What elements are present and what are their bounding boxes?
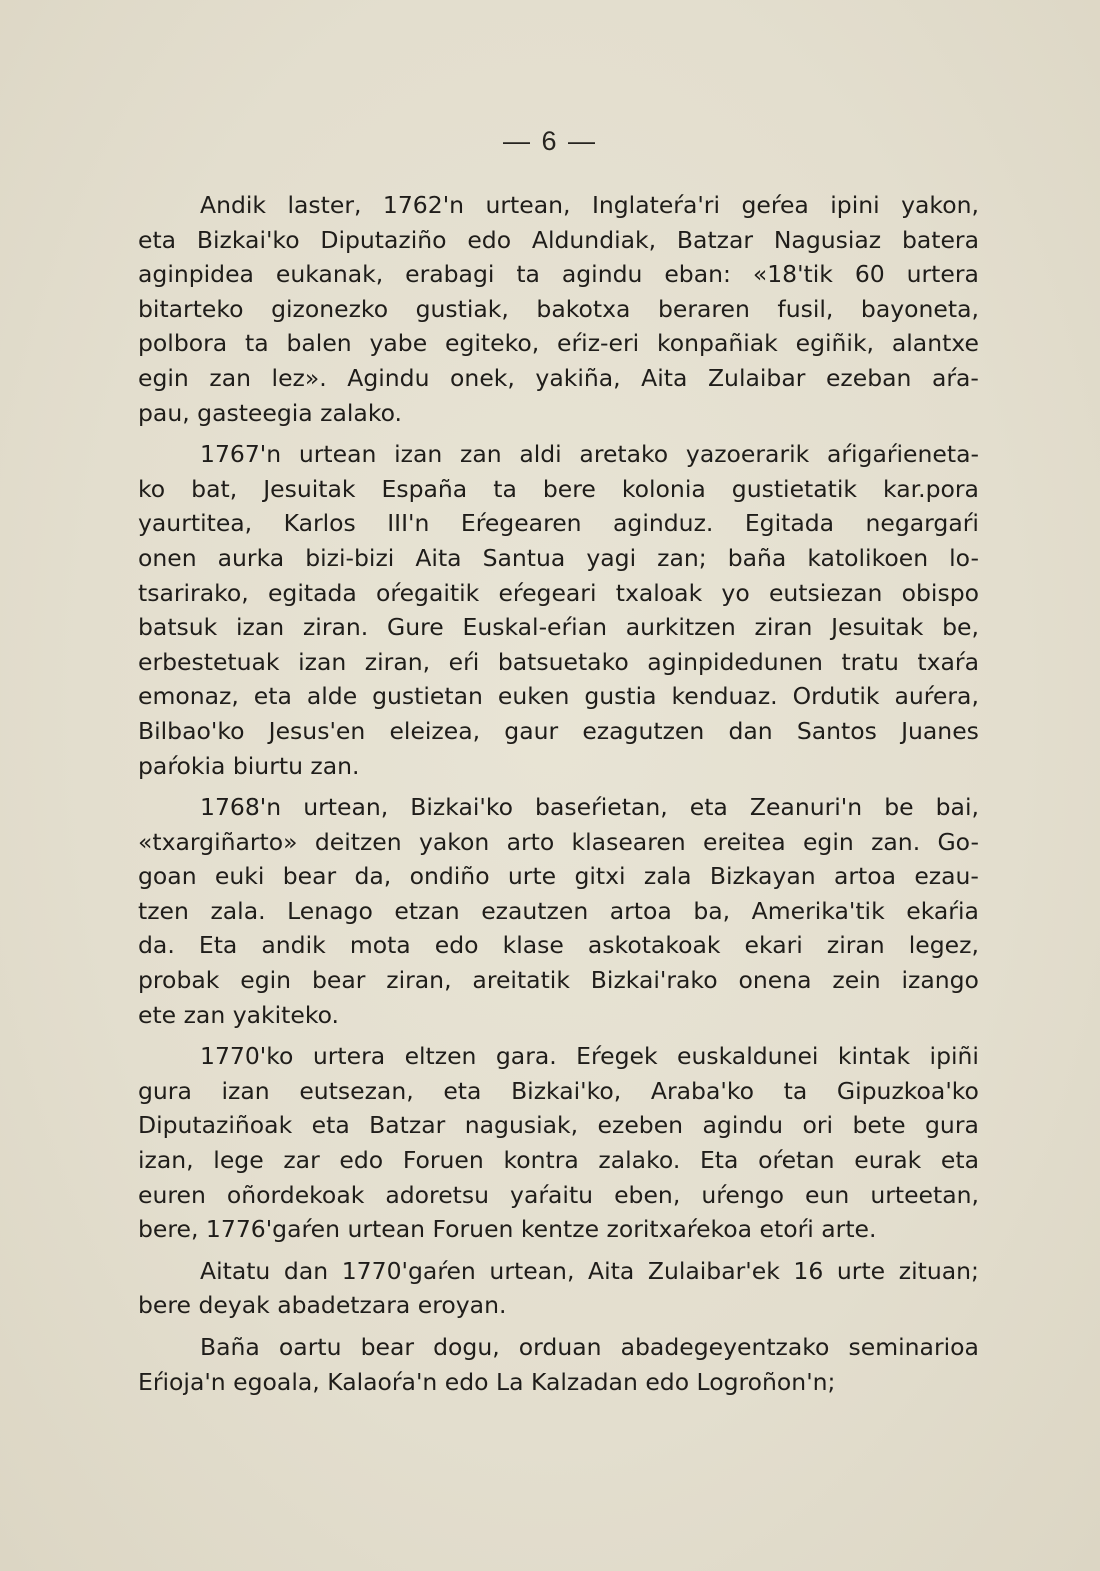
word: 16 <box>793 1256 824 1285</box>
word: eta <box>940 1146 979 1175</box>
word: eban: <box>664 260 731 289</box>
word: aurka <box>217 543 285 572</box>
word: kontra <box>503 1146 579 1175</box>
word: «18'tik <box>752 260 833 289</box>
word: aŕigaŕieneta- <box>826 440 979 469</box>
word: eurak <box>854 1146 922 1175</box>
word: lo- <box>949 543 979 572</box>
word: onen <box>138 543 197 572</box>
text-line <box>138 610 979 645</box>
word: Baña <box>200 1333 260 1361</box>
text-line <box>138 790 979 825</box>
word: Aita <box>415 543 462 572</box>
word: kenduaz. <box>671 682 778 711</box>
word: urtean, <box>485 191 571 219</box>
word: ziran <box>754 613 813 642</box>
paragraph-gap <box>138 1247 979 1254</box>
word: ba, <box>693 896 731 925</box>
text-line <box>138 928 979 963</box>
word: eŕegeari <box>498 578 597 607</box>
word: egiteko, <box>445 329 540 358</box>
word: eta <box>253 682 292 711</box>
text-line <box>138 1254 979 1289</box>
word: aretako <box>579 440 669 469</box>
word: ziran <box>826 931 885 960</box>
word: yabe <box>369 329 428 358</box>
word: nagusiak, <box>464 1111 579 1140</box>
paragraph <box>138 437 979 783</box>
word: gustietan <box>372 682 483 711</box>
word: deitzen <box>314 827 402 856</box>
word: edo <box>434 931 479 960</box>
word: Bizkai'ko <box>196 225 300 254</box>
word: izango <box>901 966 979 995</box>
word: ezagutzen <box>582 716 705 745</box>
word: mota <box>349 931 411 960</box>
word: oartu <box>278 1333 342 1361</box>
word: eŕi <box>448 647 480 676</box>
word: eta <box>138 225 177 254</box>
line-text: paŕokia biurtu zan. <box>138 751 360 780</box>
word: zalako. <box>598 1146 681 1175</box>
word: Gure <box>387 613 444 642</box>
paragraph <box>138 790 979 1032</box>
word: etzan <box>394 896 460 925</box>
word: ekari <box>744 931 803 960</box>
word: beraren <box>657 294 750 323</box>
word: Bizkai'rako <box>590 966 718 995</box>
word: zein <box>832 966 881 995</box>
text-line <box>138 749 979 784</box>
word: Santua <box>482 543 566 572</box>
word: bai, <box>935 793 979 822</box>
word: bakotxa <box>536 294 631 323</box>
word: Batzar <box>369 1111 446 1140</box>
word: ori <box>802 1111 834 1140</box>
word: urtean, <box>303 793 389 822</box>
word: Zulaibar'ek <box>647 1256 780 1285</box>
word: Jesuitak <box>831 613 924 642</box>
word: adoretsu <box>385 1180 490 1209</box>
word: artoa <box>609 896 672 925</box>
word: oŕegaitik <box>376 578 480 607</box>
word: be <box>884 793 914 822</box>
word: orduan <box>518 1333 602 1361</box>
word: euren <box>138 1180 206 1209</box>
paragraph-gap <box>138 1323 979 1330</box>
word: ipini <box>830 191 880 219</box>
word: bear <box>360 1333 415 1361</box>
word: 1768'n <box>200 793 282 822</box>
word: obispo <box>901 578 979 607</box>
word: urtera <box>906 260 979 289</box>
word: ziran, <box>364 647 431 676</box>
text-line <box>138 1143 979 1178</box>
word: legez, <box>908 931 979 960</box>
text-line <box>138 998 979 1033</box>
word: tsarirako, <box>138 578 249 607</box>
word: euki <box>214 862 265 891</box>
text-line <box>138 645 979 680</box>
word: izan <box>394 440 443 469</box>
word: Karlos <box>283 509 356 538</box>
word: tratu <box>841 647 899 676</box>
word: aginduz. <box>613 509 714 538</box>
word: ko <box>138 474 166 503</box>
text-line <box>138 894 979 929</box>
word: ta <box>493 474 517 503</box>
word: ezautzen <box>481 896 589 925</box>
word: gura <box>138 1076 192 1105</box>
word: aginpidedunen <box>647 647 823 676</box>
word: izan <box>221 1076 270 1105</box>
paragraph <box>138 1039 979 1247</box>
word: Aita <box>641 363 688 392</box>
text-line <box>138 1039 979 1074</box>
word: yakon <box>418 827 490 856</box>
word: bete <box>852 1111 906 1140</box>
word: kar.pora <box>883 474 979 503</box>
word: yaŕaitu <box>510 1180 594 1209</box>
word: 1770'gaŕen <box>341 1256 476 1285</box>
word: arto <box>506 827 555 856</box>
word: gara. <box>495 1042 557 1071</box>
paragraph <box>138 1254 979 1323</box>
word: izan, <box>138 1146 194 1175</box>
word: zan. <box>871 827 921 856</box>
word: auŕera, <box>894 682 979 711</box>
word: urtean, <box>489 1256 575 1285</box>
text-line <box>138 1178 979 1213</box>
word: eutsiezan <box>768 578 883 607</box>
word: ezeben <box>597 1111 684 1140</box>
line-text: bere deyak abadetzara eroyan. <box>138 1291 507 1320</box>
word: Eŕegearen <box>460 509 582 538</box>
word: baña <box>727 543 787 572</box>
word: eleizea, <box>389 716 481 745</box>
word: Diputaziño <box>320 225 447 254</box>
word: Eta <box>699 1146 739 1175</box>
word: Zeanuri'n <box>749 793 863 822</box>
paragraph <box>138 1330 979 1399</box>
word: Amerika'tik <box>751 896 885 925</box>
word: egin <box>138 363 189 392</box>
word: yakon, <box>901 191 979 219</box>
word: katolikoen <box>807 543 929 572</box>
word: kintak <box>837 1042 911 1071</box>
text-line <box>138 472 979 507</box>
word: emonaz, <box>138 682 239 711</box>
word: uŕengo <box>701 1180 785 1209</box>
word: ezau- <box>914 862 979 891</box>
word: ekaŕia <box>906 896 979 925</box>
word: zan <box>209 363 251 392</box>
word: probak <box>138 966 220 995</box>
word: baseŕietan, <box>535 793 668 822</box>
word: euken <box>497 682 570 711</box>
word: zituan; <box>898 1256 979 1285</box>
word: zan <box>459 440 502 469</box>
word: urte <box>507 862 557 891</box>
word: alde <box>306 682 358 711</box>
word: Bilbao'ko <box>138 716 245 745</box>
paragraph-gap <box>138 430 979 437</box>
word: batsuetako <box>497 647 629 676</box>
text-line <box>138 326 979 361</box>
word: edo <box>467 225 512 254</box>
text-line <box>138 396 979 431</box>
word: Bizkai'ko <box>410 793 513 822</box>
word: be, <box>942 613 979 642</box>
word: Jesuitak <box>263 474 356 503</box>
text-line <box>138 223 979 258</box>
word: bear <box>282 862 337 891</box>
word: oŕetan <box>758 1146 835 1175</box>
word: eta <box>443 1076 482 1105</box>
text-line <box>138 679 979 714</box>
word: zala <box>643 862 692 891</box>
word: urte <box>836 1256 886 1285</box>
word: egiñik, <box>795 329 875 358</box>
word: ta <box>516 260 540 289</box>
word: izan <box>236 613 285 642</box>
word: ta <box>783 1076 808 1105</box>
text-line <box>138 1330 979 1365</box>
word: lez». <box>271 363 327 392</box>
word: bere <box>542 474 596 503</box>
word: ziran, <box>386 966 452 995</box>
word: yakiña, <box>535 363 621 392</box>
text-line <box>138 361 979 396</box>
word: onek, <box>450 363 515 392</box>
word: gustia <box>584 682 657 711</box>
word: egin <box>240 966 292 995</box>
word: urtean <box>298 440 377 469</box>
word: eun <box>805 1180 850 1209</box>
word: geŕea <box>741 191 809 219</box>
word: bat, <box>191 474 238 503</box>
word: bizi-bizi <box>305 543 395 572</box>
word: da. <box>138 931 175 960</box>
word: yagi <box>586 543 637 572</box>
word: Aldundiak, <box>531 225 657 254</box>
text-line <box>138 292 979 327</box>
word: Bizkayan <box>709 862 816 891</box>
word: erabagi <box>405 260 495 289</box>
text-line <box>138 1365 979 1400</box>
word: konpañiak <box>657 329 778 358</box>
word: artoa <box>833 862 897 891</box>
word: balen <box>286 329 352 358</box>
word: 1762'n <box>382 191 465 219</box>
text-line <box>138 714 979 749</box>
word: onena <box>738 966 812 995</box>
word: eltzen <box>404 1042 477 1071</box>
word: Foruen <box>402 1146 484 1175</box>
word: «txargiñarto» <box>138 827 298 856</box>
word: da, <box>354 862 392 891</box>
text-line <box>138 506 979 541</box>
word: ondiño <box>409 862 490 891</box>
line-text: Eŕioja'n egoala, Kalaoŕa'n edo La Kalzadan edo Logroñon'n; <box>138 1367 836 1396</box>
word: Ordutik <box>792 682 880 711</box>
word: gitxi <box>574 862 626 891</box>
word: Inglateŕa'ri <box>591 191 720 219</box>
word: gura <box>925 1111 979 1140</box>
word: urtera <box>312 1042 386 1071</box>
word: zar <box>283 1146 320 1175</box>
word: klasearen <box>571 827 686 856</box>
word: III'n <box>387 509 430 538</box>
word: Lenago <box>287 896 373 925</box>
text-line <box>138 859 979 894</box>
word: gaur <box>504 716 559 745</box>
line-text: ete zan yakiteko. <box>138 1000 340 1029</box>
word: alantxe <box>891 329 979 358</box>
word: ereitea <box>702 827 786 856</box>
word: Batzar <box>676 225 754 254</box>
line-text: bere, 1776'gaŕen urtean Foruen kentze zoritxaŕekoa etoŕi arte. <box>138 1215 877 1244</box>
word: eta <box>311 1111 350 1140</box>
word: izan <box>298 647 347 676</box>
word: Aitatu <box>200 1256 271 1285</box>
word: eben, <box>614 1180 681 1209</box>
word: bear <box>311 966 366 995</box>
word: Diputaziñoak <box>138 1111 293 1140</box>
word: agindu <box>702 1111 784 1140</box>
word: klase <box>502 931 564 960</box>
word: ezeban <box>825 363 912 392</box>
word: bayoneta, <box>860 294 979 323</box>
word: gustietatik <box>731 474 858 503</box>
word: askotakoak <box>587 931 721 960</box>
word: polbora <box>138 329 228 358</box>
word: fusil, <box>777 294 834 323</box>
word: bitarteko <box>138 294 244 323</box>
word: txaloak <box>615 578 703 607</box>
word: gustiak, <box>415 294 509 323</box>
word: Eŕegek <box>576 1042 658 1071</box>
text-line <box>138 1212 979 1247</box>
word: Agindu <box>347 363 430 392</box>
line-text: pau, gasteegia zalako. <box>138 398 403 427</box>
word: Nagusiaz <box>773 225 882 254</box>
text-line <box>138 1074 979 1109</box>
word: egitada <box>267 578 357 607</box>
word: negargaŕi <box>865 509 979 538</box>
word: Araba'ko <box>650 1076 754 1105</box>
word: eta <box>689 793 728 822</box>
page-number: — 6 — <box>502 126 598 156</box>
text-line <box>138 188 979 223</box>
word: Aita <box>588 1256 635 1285</box>
word: 1767'n <box>200 440 282 469</box>
text-line <box>138 1288 979 1323</box>
text-line <box>138 437 979 472</box>
word: Juanes <box>901 716 979 745</box>
body-text <box>138 188 979 1399</box>
word: ipiñi <box>929 1042 979 1071</box>
word: egin <box>802 827 854 856</box>
word: erbestetuak <box>138 647 280 676</box>
word: Zulaibar <box>707 363 806 392</box>
text-line <box>138 825 979 860</box>
word: ziran. <box>302 613 369 642</box>
word: dan <box>283 1256 329 1285</box>
text-line <box>138 257 979 292</box>
word: batsuk <box>138 613 218 642</box>
word: lege <box>213 1146 264 1175</box>
paragraph-gap <box>138 1032 979 1039</box>
word: aurkitzen <box>625 613 736 642</box>
word: Andik <box>200 191 267 219</box>
paragraph-gap <box>138 783 979 790</box>
word: andik <box>261 931 326 960</box>
word: eŕiz-eri <box>557 329 640 358</box>
word: zala. <box>210 896 266 925</box>
word: eutsezan, <box>299 1076 414 1105</box>
word: ta <box>245 329 269 358</box>
word: oñordekoak <box>226 1180 365 1209</box>
word: urteetan, <box>870 1180 979 1209</box>
word: txaŕa <box>917 647 979 676</box>
word: 1770'ko <box>200 1042 294 1071</box>
word: yo <box>721 578 750 607</box>
word: euskaldunei <box>677 1042 819 1071</box>
text-line <box>138 541 979 576</box>
word: Gipuzkoa'ko <box>836 1076 979 1105</box>
word: aginpidea <box>138 260 254 289</box>
word: dogu, <box>433 1333 500 1361</box>
word: abadegeyentzako <box>620 1333 830 1361</box>
word: batera <box>901 225 979 254</box>
word: Go- <box>937 827 979 856</box>
word: 60 <box>854 260 885 289</box>
word: Jesus'en <box>268 716 366 745</box>
word: seminarioa <box>848 1333 979 1361</box>
word: tzen <box>138 896 189 925</box>
word: agindu <box>561 260 643 289</box>
word: aldi <box>519 440 562 469</box>
word: dan <box>728 716 773 745</box>
text-line <box>138 1108 979 1143</box>
word: Bizkai'ko, <box>511 1076 622 1105</box>
word: zan; <box>657 543 707 572</box>
word: laster, <box>287 191 362 219</box>
word: Egitada <box>744 509 835 538</box>
text-line <box>138 576 979 611</box>
word: yazoerarik <box>685 440 810 469</box>
word: kolonia <box>621 474 706 503</box>
word: yaurtitea, <box>138 509 253 538</box>
word: eukanak, <box>275 260 384 289</box>
text-line <box>138 963 979 998</box>
word: España <box>381 474 468 503</box>
word: edo <box>339 1146 384 1175</box>
word: Eta <box>198 931 238 960</box>
word: Santos <box>796 716 877 745</box>
word: areitatik <box>472 966 570 995</box>
word: goan <box>138 862 197 891</box>
paragraph <box>138 188 979 430</box>
word: Euskal-eŕian <box>462 613 608 642</box>
word: gizonezko <box>271 294 389 323</box>
word: aŕa- <box>931 363 979 392</box>
